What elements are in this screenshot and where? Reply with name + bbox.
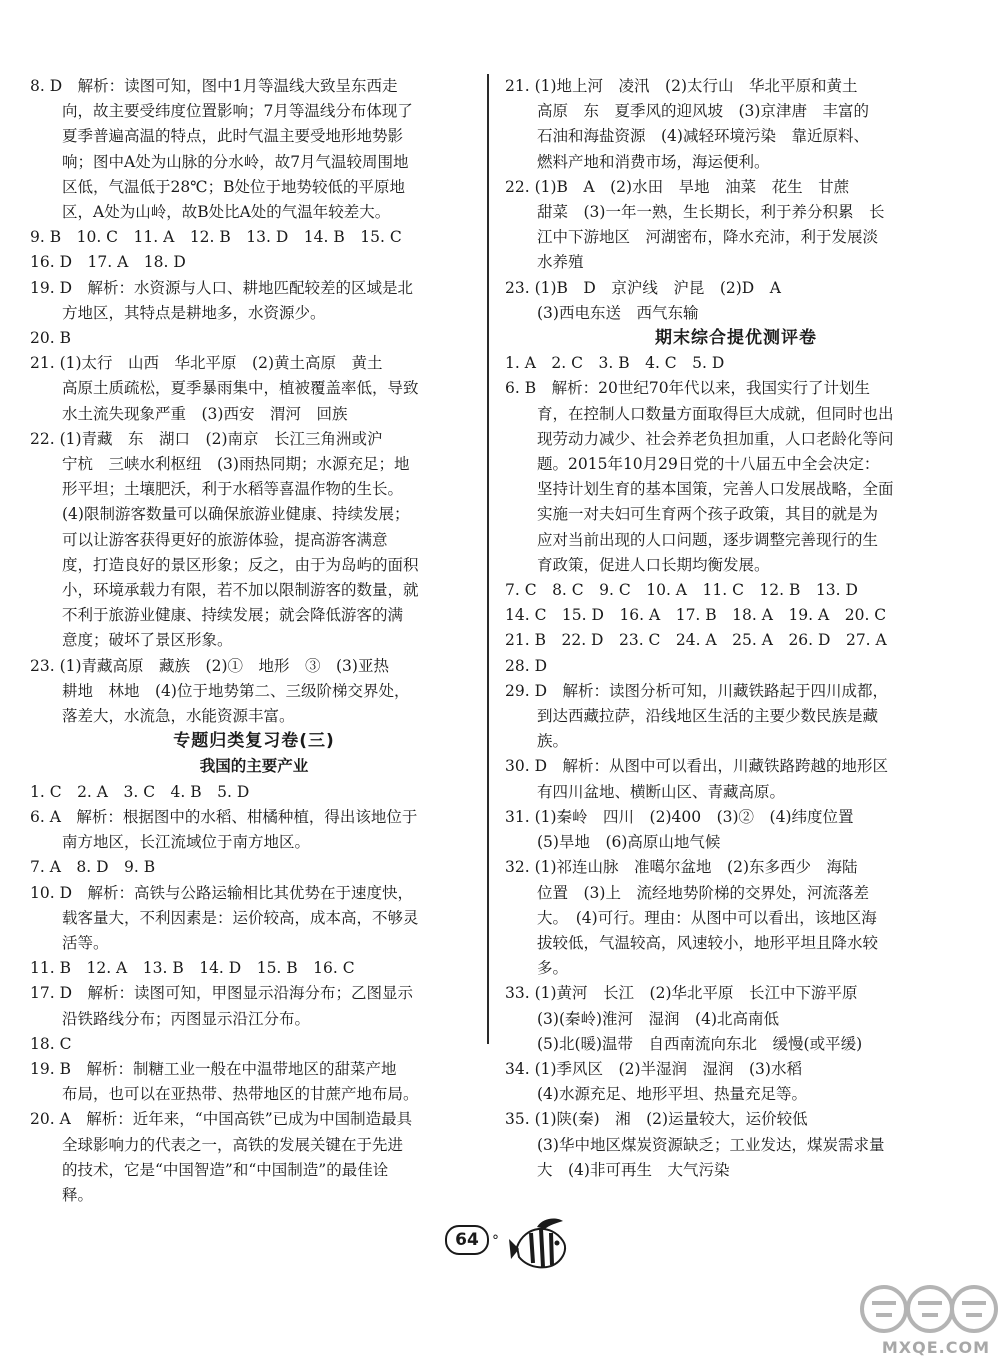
left-answer-line: 不利于旅游业健康、持续发展；就会降低游客的满	[62, 606, 404, 625]
right-answer-line: 21. B 22. D 23. C 24. A 25. A 26. D 27. A	[505, 631, 887, 650]
left-answer-line: 活等。	[62, 933, 109, 952]
right-answer-line: 28. D	[505, 656, 548, 675]
section-heading: 专题归类复习卷(三)	[173, 731, 335, 752]
right-answer-line: 有四川盆地、横断山区、青藏高原。	[537, 782, 786, 801]
right-answer-line: 31. (1)秦岭 四川 (2)400 (3)② (4)纬度位置	[505, 807, 854, 826]
right-answer-line: 江中下游地区 河湖密布，降水充沛，利于发展淡	[537, 228, 879, 247]
right-answer-line: 22. (1)B A (2)水田 旱地 油菜 花生 甘蔗	[505, 177, 850, 196]
right-answer-line: 实施一对夫妇可生育两个孩子政策，其目的就是为	[537, 505, 879, 524]
right-answer-line: 族。	[537, 732, 569, 751]
right-answer-line: (3)(秦岭)淮河 湿润 (4)北高南低	[537, 1009, 780, 1028]
right-answer-line: 到达西藏拉萨，沿线地区生活的主要少数民族是藏	[537, 707, 879, 726]
left-answer-line: 落差大，水流急，水能资源丰富。	[62, 707, 295, 726]
right-answer-line: 29. D 解析：读图分析可知，川藏铁路起于四川成都，	[505, 681, 889, 700]
left-answer-line: 布局，也可以在亚热带、热带地区的甘蔗产地布局。	[62, 1085, 419, 1104]
left-answer-line: 20. B	[30, 329, 71, 348]
right-answer-line: 甜菜 (3)一年一熟，生长期长，利于养分积累 长	[537, 203, 885, 222]
left-answer-line: 19. D 解析：水资源与人口、耕地匹配较差的区域是北	[30, 278, 414, 297]
left-answer-line: 释。	[62, 1185, 94, 1204]
left-answer-line: 高原土质疏松，夏季暴雨集中，植被覆盖率低，导致	[62, 379, 419, 398]
right-answer-line: 坚持计划生育的基本国策，完善人口发展战略，全面	[537, 480, 894, 499]
left-answer-line: 区，A处为山岭，故B处比A处的气温年较差大。	[62, 203, 391, 222]
right-answer-line: 高原 东 夏季风的迎风坡 (3)京津唐 丰富的	[537, 102, 869, 121]
left-answer-line: 18. C	[30, 1034, 72, 1053]
right-answer-line: 大 (4)非可再生 大气污染	[537, 1160, 730, 1179]
right-answer-line: 35. (1)陕(秦) 湘 (2)运量较大，运价较低	[505, 1110, 808, 1129]
left-answer-line: 7. A 8. D 9. B	[30, 858, 156, 877]
right-answer-line: 燃料产地和消费市场，海运便利。	[537, 152, 770, 171]
left-answer-line: 19. B 解析：制糖工业一般在中温带地区的甜菜产地	[30, 1059, 397, 1078]
fish-icon	[507, 1217, 577, 1275]
left-answer-line: 方地区，其特点是耕地多，水资源少。	[62, 303, 326, 322]
left-answer-line: 度，打造良好的景区形象；反之，由于为岛屿的面积	[62, 555, 419, 574]
watermark-text: MXQE.COM	[881, 1338, 990, 1357]
left-answer-line: 9. B 10. C 11. A 12. B 13. D 14. B 15. C	[30, 228, 402, 247]
right-answer-line: 多。	[537, 959, 569, 978]
left-answer-line: 全球影响力的代表之一，高铁的发展关键在于先进	[62, 1135, 404, 1154]
left-answer-line: 水土流失现象严重 (3)西安 渭河 回族	[62, 404, 348, 423]
right-answer-line: 大。 (4)可行。理由：从图中可以看出，该地区海	[537, 908, 877, 927]
right-answer-line: 育政策，促进人口长期均衡发展。	[537, 555, 770, 574]
right-answer-line: 34. (1)季风区 (2)半湿润 湿润 (3)水稻	[505, 1059, 802, 1078]
right-answer-line: 23. (1)B D 京沪线 沪昆 (2)D A	[505, 278, 781, 297]
left-answer-line: 17. D 解析：读图可知，甲图显示沿海分布；乙图显示	[30, 984, 414, 1003]
right-answer-line: 育，在控制人口数量方面取得巨大成就，但同时也出	[537, 404, 894, 423]
left-answer-line: 20. A 解析：近年来，“中国高铁”已成为中国制造最具	[30, 1110, 413, 1129]
left-answer-line: 的技术，它是“中国智造”和“中国制造”的最佳诠	[62, 1160, 389, 1179]
left-answer-line: 6. A 解析：根据图中的水稻、柑橘种植，得出该地位于	[30, 807, 418, 826]
left-answer-line: 载客量大，不利因素是：运价较高，成本高，不够灵	[62, 908, 419, 927]
answer-logo-icon	[850, 1273, 1000, 1343]
right-answer-line: 现劳动力减少、社会养老负担加重，人口老龄化等问	[537, 429, 894, 448]
right-answer-line: 位置 (3)上 流经地势阶梯的交界处，河流落差	[537, 883, 869, 902]
right-answer-line: 应对当前出现的人口问题，逐步调整完善现行的生	[537, 530, 879, 549]
right-answer-line: (4)水源充足、地形平坦、热量充足等。	[537, 1085, 807, 1104]
right-answer-line: (3)西电东送 西气东输	[537, 303, 699, 322]
right-answer-line: 7. C 8. C 9. C 10. A 11. C 12. B 13. D	[505, 581, 858, 600]
left-column	[30, 74, 478, 1208]
left-answer-line: 1. C 2. A 3. C 4. B 5. D	[30, 782, 250, 801]
left-answer-line: 夏季普遍高温的特点，此时气温主要受地形地势影	[62, 127, 404, 146]
right-answer-line: 14. C 15. D 16. A 17. B 18. A 19. A 20. C	[505, 606, 887, 625]
left-answer-line: 小，环境承载力有限，若不加以限制游客的数量，就	[62, 581, 419, 600]
left-answer-line: 8. D 解析：读图可知，图中1月等温线大致呈东西走	[30, 77, 398, 95]
right-column	[505, 74, 967, 1183]
left-answer-line: 10. D 解析：高铁与公路运输相比其优势在于速度快，	[30, 883, 414, 902]
left-answer-line: 可以让游客获得更好的旅游体验，提高游客满意	[62, 530, 388, 549]
right-answer-line: (5)北(暖)温带 自西南流向东北 缓慢(或平缓)	[537, 1034, 863, 1053]
page-footer	[445, 1217, 605, 1277]
left-answer-line: 23. (1)青藏高原 藏族 (2)① 地形 ③ (3)亚热	[30, 656, 389, 675]
left-answer-line: 22. (1)青藏 东 湖口 (2)南京 长江三角洲或沪	[30, 429, 383, 448]
left-answer-line: 意度；破坏了景区形象。	[62, 631, 233, 650]
left-answer-line: 16. D 17. A 18. D	[30, 253, 186, 272]
left-answer-line: 沿铁路线分布；丙图显示沿江分布。	[62, 1009, 311, 1028]
right-answer-line: 水养殖	[537, 253, 584, 272]
right-answer-line: (5)旱地 (6)高原山地气候	[537, 833, 721, 852]
right-answer-line: 题。2015年10月29日党的十八届五中全会决定：	[537, 455, 880, 474]
left-answer-line: (4)限制游客数量可以确保旅游业健康、持续发展；	[62, 505, 410, 524]
right-answer-line: 1. A 2. C 3. B 4. C 5. D	[505, 354, 725, 373]
right-answer-line: (3)华中地区煤炭资源缺乏；工业发达，煤炭需求量	[537, 1135, 885, 1154]
column-divider	[487, 74, 489, 1044]
left-answer-line: 区低，气温低于28℃；B处位于地势较低的平原地	[62, 177, 405, 196]
left-answer-line: 11. B 12. A 13. B 14. D 15. B 16. C	[30, 959, 355, 978]
right-answer-line: 21. (1)地上河 凌汛 (2)太行山 华北平原和黄土	[505, 77, 858, 95]
section-heading: 期末综合提优测评卷	[655, 328, 817, 349]
right-answer-line: 33. (1)黄河 长江 (2)华北平原 长江中下游平原	[505, 984, 858, 1003]
left-answer-line: 向，故主要受纬度位置影响；7月等温线分布体现了	[62, 102, 413, 121]
left-answer-line: 响；图中A处为山脉的分水岭，故7月气温较周围地	[62, 152, 409, 171]
right-answer-line: 6. B 解析：20世纪70年代以来，我国实行了计划生	[505, 379, 871, 398]
section-subheading: 我国的主要产业	[199, 757, 309, 776]
right-answer-line: 拔较低，气温较高，风速较小，地形平坦且降水较	[537, 933, 879, 952]
left-answer-line: 21. (1)太行 山西 华北平原 (2)黄土高原 黄土	[30, 354, 383, 373]
page-dot: °	[492, 1233, 499, 1249]
left-answer-line: 耕地 林地 (4)位于地势第二、三级阶梯交界处，	[62, 681, 410, 700]
right-answer-line: 32. (1)祁连山脉 准噶尔盆地 (2)东多西少 海陆	[505, 858, 858, 877]
watermark	[850, 1273, 1000, 1363]
left-answer-line: 南方地区，长江流域位于南方地区。	[62, 833, 311, 852]
right-answer-line: 石油和海盐资源 (4)减轻环境污染 靠近原料、	[537, 127, 869, 146]
left-answer-line: 宁杭 三峡水利枢纽 (3)雨热同期；水源充足；地	[62, 455, 410, 474]
page-number: 64	[445, 1225, 489, 1255]
left-answer-line: 形平坦；土壤肥沃，利于水稻等喜温作物的生长。	[62, 480, 404, 499]
right-answer-line: 30. D 解析：从图中可以看出，川藏铁路跨越的地形区	[505, 757, 889, 776]
